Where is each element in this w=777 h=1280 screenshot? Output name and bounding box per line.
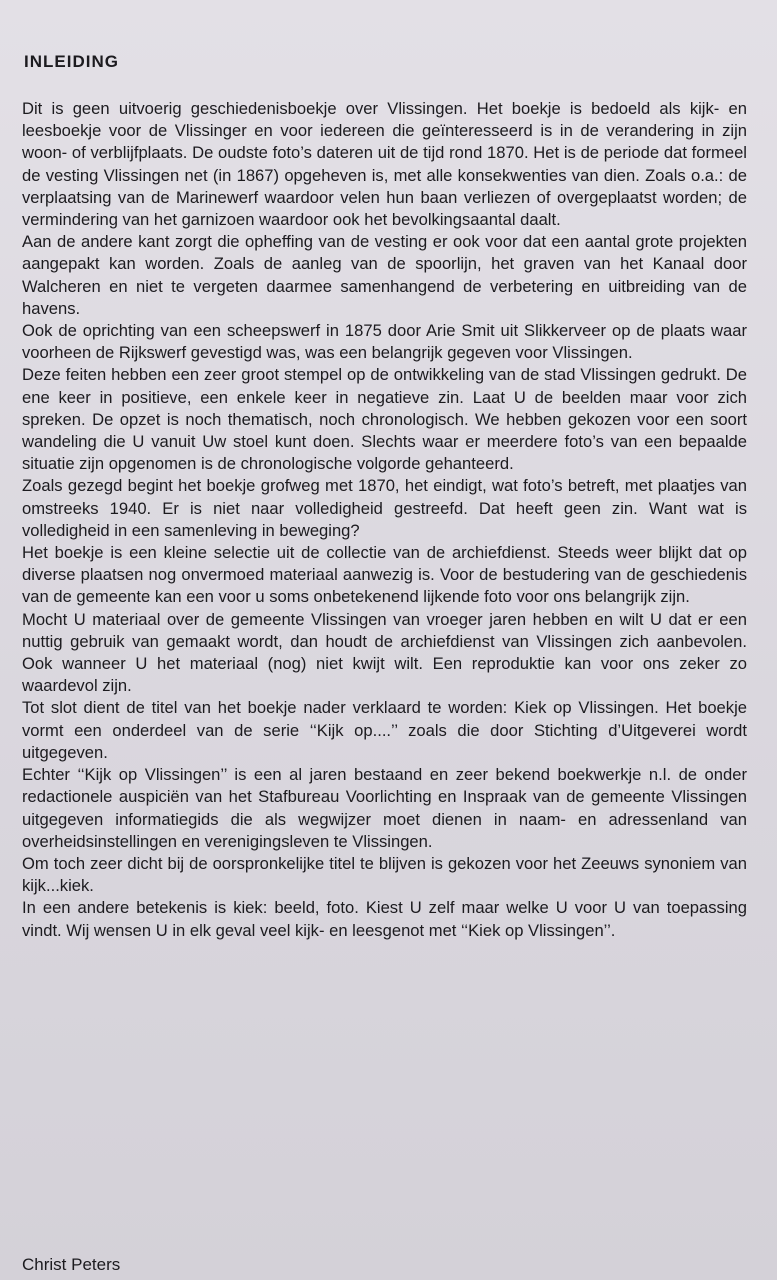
paragraph: Zoals gezegd begint het boekje grofweg met 1870, het eindigt, wat foto’s betreft, met plaatjes van omstreeks 1940. Er is niet naar volledigheid gestreefd. Dat heeft geen zin. Want wat is volledigheid in een samenleving in beweging?	[22, 476, 747, 540]
paragraph: Echter ‘‘Kijk op Vlissingen’’ is een al jaren bestaand en zeer bekend boekwerkje n.l. de onder redactionele auspiciën van het Stafbureau Voorlichting en Inspraak van de gemeente Vlissingen uitgegeven informatiegids die als wegwijzer moet dienen in naam- en adressenland van overheidsinstellingen en verenigingsleven te Vlissingen.	[22, 765, 747, 851]
paragraph: In een andere betekenis is kiek: beeld, foto. Kiest U zelf maar welke U voor U van toepassing vindt. Wij wensen U in elk geval veel kijk- en leesgenot met ‘‘Kiek op Vlissingen’’.	[22, 898, 747, 940]
paragraph: Tot slot dient de titel van het boekje nader verklaard te worden: Kiek op Vlissingen. Het boekje vormt een onderdeel van de serie ‘‘Kijk op....’’ zoals die door Stichting d’Uitgeverei wordt uitgegeven.	[22, 698, 747, 762]
paragraph: Deze feiten hebben een zeer groot stempel op de ontwikkeling van de stad Vlissingen gedrukt. De ene keer in positieve, een enkele keer in negatieve zin. Laat U de beelden maar voor zich spreken. De opzet is noch thematisch, noch chronologisch. We hebben gekozen voor een soort wandeling die U vanuit Uw stoel kunt doen. Slechts waar er meerdere foto’s van een bepaalde situatie zijn opgenomen is de chronologische volgorde gehanteerd.	[22, 365, 747, 474]
paragraph: Ook de oprichting van een scheepswerf in 1875 door Arie Smit uit Slikkerveer op de plaats waar voorheen de Rijkswerf gevestigd was, was een belangrijk gegeven voor Vlissingen.	[22, 321, 747, 363]
introduction-text	[22, 98, 747, 942]
author-signature: Christ Peters	[22, 1255, 121, 1274]
page-title: INLEIDING	[24, 52, 119, 71]
paragraph: Dit is geen uitvoerig geschiedenisboekje over Vlissingen. Het boekje is bedoeld als kijk- en leesboekje voor de Vlissinger en voor iedereen die geïnteresseerd is in de verandering in zijn woon- of verblijfplaats. De oudste foto’s dateren uit de tijd rond 1870. Het is de periode dat formeel de vesting Vlissingen net (in 1867) opgeheven is, met alle konsekwenties van dien. Zoals o.a.: de verplaatsing van de Marinewerf waardoor velen hun baan verliezen of overgeplaatst worden; de vermindering van het garnizoen waardoor ook het bevolkingsaantal daalt.	[22, 99, 747, 230]
paragraph: Aan de andere kant zorgt die opheffing van de vesting er ook voor dat een aantal grote projekten aangepakt kan worden. Zoals de aanleg van de spoorlijn, het graven van het Kanaal door Walcheren en niet te vergeten daarmee samenhangend de verbetering en uitbreiding van de havens.	[22, 232, 747, 318]
paragraph: Het boekje is een kleine selectie uit de collectie van de archiefdienst. Steeds weer blijkt dat op diverse plaatsen nog onvermoed materiaal aanwezig is. Voor de bestudering van de geschiedenis van de gemeente kan een voor u soms onbetekenend lijkende foto voor ons belangrijk zijn.	[22, 543, 747, 607]
paragraph: Mocht U materiaal over de gemeente Vlissingen van vroeger jaren hebben en wilt U dat er een nuttig gebruik van gemaakt wordt, dan houdt de archiefdienst van Vlissingen zich aanbevolen. Ook wanneer U het materiaal (nog) niet kwijt wilt. Een reproduktie kan voor ons zeker zo waardevol zijn.	[22, 609, 747, 696]
paragraph: Om toch zeer dicht bij de oorspronkelijke titel te blijven is gekozen voor het Zeeuws synoniem van kijk...kiek.	[22, 853, 747, 896]
